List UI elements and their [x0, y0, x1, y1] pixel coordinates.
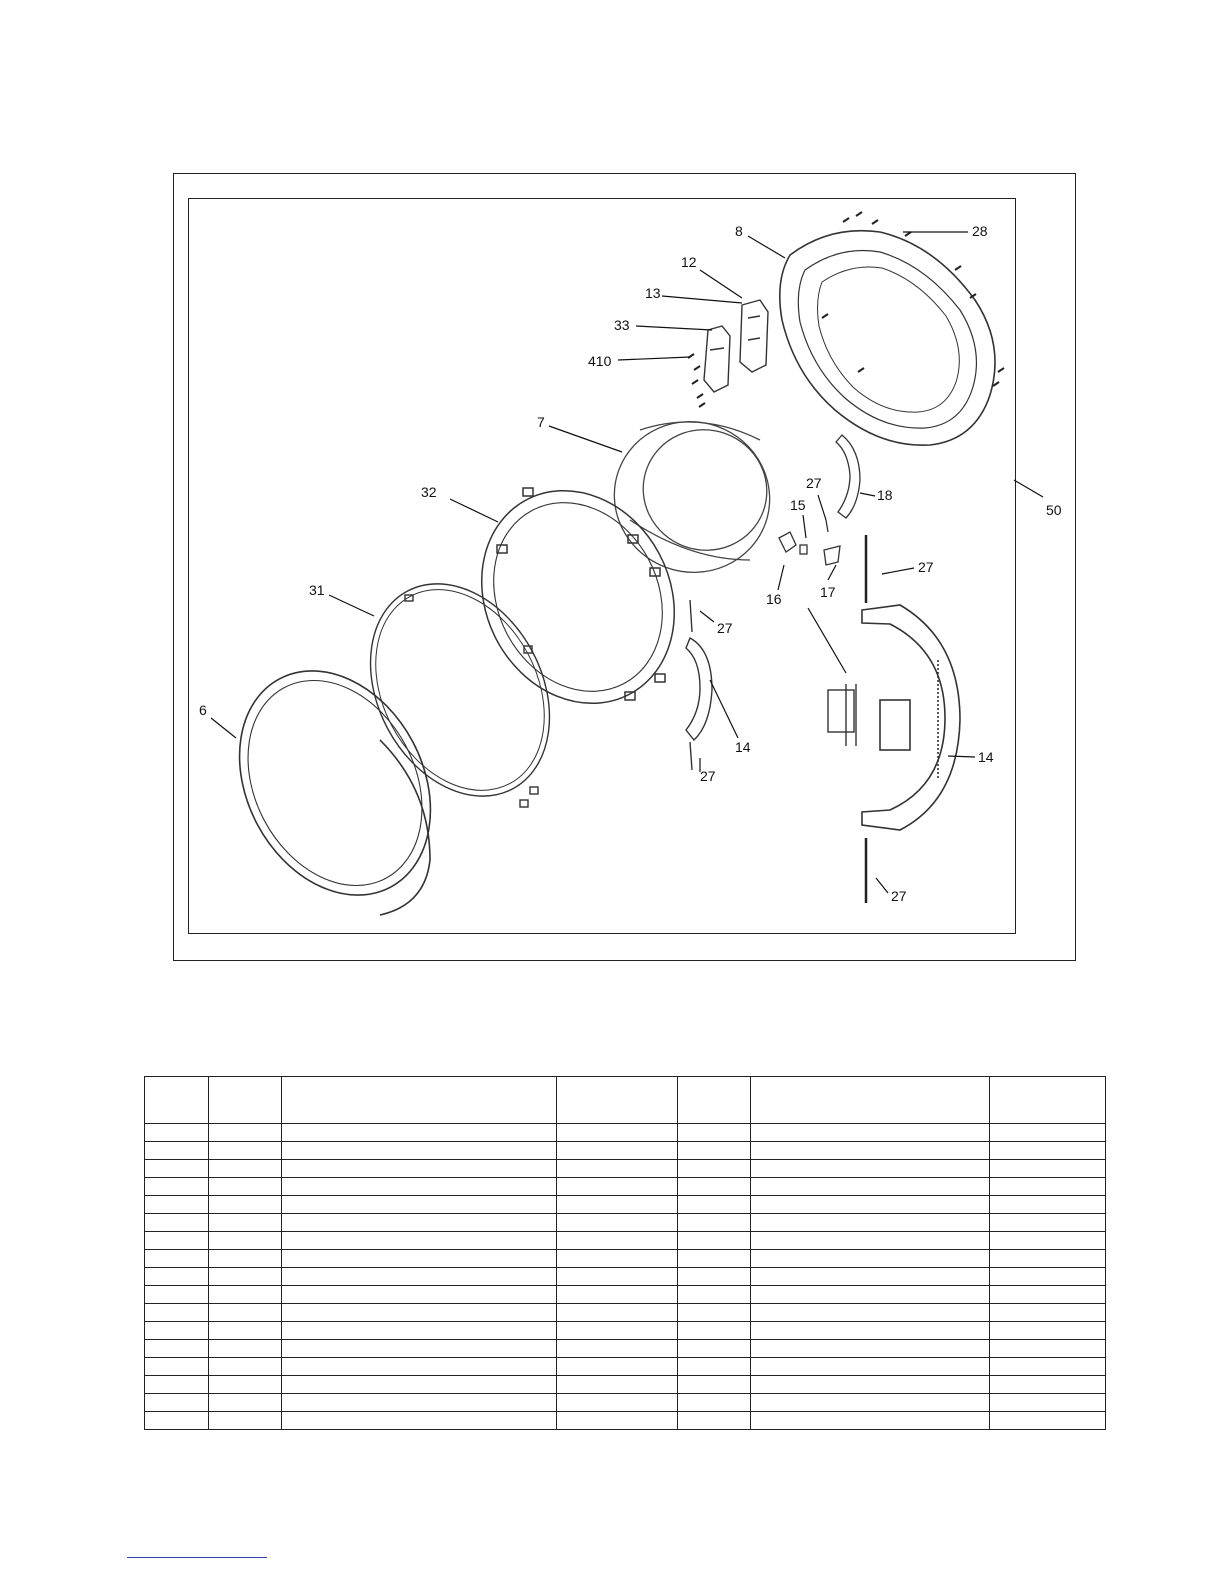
table-cell: [990, 1124, 1106, 1142]
table-header-cell: [145, 1077, 209, 1124]
table-cell: [145, 1196, 209, 1214]
table-cell: [557, 1376, 678, 1394]
table-header-row: [145, 1077, 1106, 1124]
table-cell: [678, 1196, 751, 1214]
table-cell: [282, 1322, 557, 1340]
table-cell: [282, 1304, 557, 1322]
table-cell: [990, 1376, 1106, 1394]
table-cell: [209, 1160, 282, 1178]
part-33-hinge-bracket: [704, 326, 730, 392]
table-cell: [209, 1286, 282, 1304]
table-cell: [145, 1214, 209, 1232]
table-cell: [145, 1358, 209, 1376]
table-row: [145, 1268, 1106, 1286]
callout-8: 8: [735, 223, 743, 239]
table-cell: [678, 1358, 751, 1376]
callout-31: 31: [309, 582, 325, 598]
table-cell: [678, 1376, 751, 1394]
part-14-handle-right: [862, 605, 960, 830]
table-cell: [557, 1232, 678, 1250]
table-cell: [751, 1376, 990, 1394]
table-cell: [282, 1232, 557, 1250]
table-cell: [282, 1268, 557, 1286]
table-cell: [145, 1286, 209, 1304]
table-cell: [557, 1322, 678, 1340]
table-cell: [282, 1142, 557, 1160]
callout-27-right: 27: [918, 559, 934, 575]
table-cell: [557, 1358, 678, 1376]
table-cell: [557, 1214, 678, 1232]
part-15-16-17-small: [779, 520, 840, 565]
callout-16: 16: [766, 591, 782, 607]
table-cell: [282, 1358, 557, 1376]
callout-15: 15: [790, 497, 806, 513]
table-cell: [209, 1268, 282, 1286]
callout-17: 17: [820, 584, 836, 600]
table-cell: [209, 1322, 282, 1340]
table-cell: [990, 1214, 1106, 1232]
table-cell: [282, 1412, 557, 1430]
table-cell: [282, 1124, 557, 1142]
callout-7: 7: [537, 414, 545, 430]
table-cell: [209, 1304, 282, 1322]
table-cell: [557, 1160, 678, 1178]
table-cell: [557, 1394, 678, 1412]
table-cell: [990, 1322, 1106, 1340]
table-cell: [282, 1340, 557, 1358]
table-cell: [751, 1286, 990, 1304]
table-row: [145, 1394, 1106, 1412]
table-cell: [209, 1358, 282, 1376]
table-cell: [990, 1358, 1106, 1376]
table-cell: [145, 1340, 209, 1358]
table-cell: [751, 1358, 990, 1376]
table-cell: [751, 1322, 990, 1340]
part-12-13-hinge: [740, 300, 768, 372]
table-cell: [209, 1142, 282, 1160]
table-cell: [557, 1286, 678, 1304]
table-header-cell: [282, 1077, 557, 1124]
table-cell: [990, 1412, 1106, 1430]
table-cell: [678, 1250, 751, 1268]
part-31-ring: [335, 553, 585, 828]
table-cell: [557, 1412, 678, 1430]
table-row: [145, 1340, 1106, 1358]
table-cell: [990, 1160, 1106, 1178]
table-cell: [678, 1214, 751, 1232]
table-cell: [209, 1412, 282, 1430]
table-cell: [209, 1124, 282, 1142]
table-cell: [751, 1178, 990, 1196]
table-cell: [990, 1142, 1106, 1160]
table-cell: [751, 1214, 990, 1232]
part-6-outer-ring: [202, 637, 468, 928]
table-cell: [145, 1268, 209, 1286]
callout-410: 410: [588, 353, 612, 369]
table-row: [145, 1142, 1106, 1160]
callout-12: 12: [681, 254, 697, 270]
table-cell: [990, 1340, 1106, 1358]
table-cell: [282, 1250, 557, 1268]
table-cell: [557, 1178, 678, 1196]
latch-assembly: [828, 684, 856, 746]
table-cell: [678, 1394, 751, 1412]
table-row: [145, 1358, 1106, 1376]
table-row: [145, 1286, 1106, 1304]
table-cell: [990, 1394, 1106, 1412]
table-row: [145, 1160, 1106, 1178]
table-row: [145, 1322, 1106, 1340]
table-cell: [751, 1250, 990, 1268]
part-32-inner-ring: [445, 457, 711, 738]
table-cell: [209, 1394, 282, 1412]
table-cell: [990, 1268, 1106, 1286]
callout-32: 32: [421, 484, 437, 500]
table-cell: [282, 1376, 557, 1394]
table-cell: [209, 1250, 282, 1268]
table-cell: [751, 1142, 990, 1160]
table-cell: [145, 1160, 209, 1178]
table-row: [145, 1232, 1106, 1250]
table-row: [145, 1376, 1106, 1394]
table-cell: [678, 1322, 751, 1340]
table-cell: [990, 1196, 1106, 1214]
table-header-cell: [209, 1077, 282, 1124]
table-cell: [209, 1214, 282, 1232]
table-cell: [145, 1178, 209, 1196]
table-cell: [145, 1376, 209, 1394]
table-cell: [282, 1178, 557, 1196]
table-cell: [678, 1286, 751, 1304]
table-cell: [990, 1232, 1106, 1250]
part-7-door-glass: [593, 400, 791, 594]
table-row: [145, 1412, 1106, 1430]
table-cell: [990, 1178, 1106, 1196]
table-cell: [751, 1304, 990, 1322]
table-cell: [990, 1250, 1106, 1268]
table-cell: [557, 1268, 678, 1286]
callout-28: 28: [972, 223, 988, 239]
table-cell: [209, 1196, 282, 1214]
callout-27-lower: 27: [700, 768, 716, 784]
table-cell: [678, 1412, 751, 1430]
table-cell: [209, 1178, 282, 1196]
table-cell: [557, 1340, 678, 1358]
table-cell: [145, 1124, 209, 1142]
callout-18: 18: [877, 487, 893, 503]
table-cell: [209, 1340, 282, 1358]
table-cell: [990, 1286, 1106, 1304]
table-cell: [751, 1340, 990, 1358]
table-cell: [557, 1124, 678, 1142]
callout-14-right: 14: [978, 749, 994, 765]
table-cell: [145, 1250, 209, 1268]
callout-33: 33: [614, 317, 630, 333]
table-row: [145, 1196, 1106, 1214]
table-cell: [282, 1160, 557, 1178]
footer-rule: [127, 1557, 267, 1558]
table-cell: [678, 1160, 751, 1178]
table-cell: [282, 1196, 557, 1214]
table-cell: [557, 1196, 678, 1214]
table-row: [145, 1304, 1106, 1322]
table-cell: [282, 1214, 557, 1232]
table-cell: [678, 1124, 751, 1142]
table-cell: [282, 1394, 557, 1412]
callout-27-bottom: 27: [891, 888, 907, 904]
part-14-handle-left: [686, 600, 712, 770]
part-410-screws: [688, 354, 705, 407]
table-cell: [990, 1304, 1106, 1322]
table-header-cell: [751, 1077, 990, 1124]
callout-14-left: 14: [735, 739, 751, 755]
table-cell: [145, 1394, 209, 1412]
table-cell: [751, 1412, 990, 1430]
table-row: [145, 1250, 1106, 1268]
table-cell: [751, 1394, 990, 1412]
table-cell: [557, 1250, 678, 1268]
table-cell: [678, 1142, 751, 1160]
table-cell: [557, 1142, 678, 1160]
table-cell: [751, 1160, 990, 1178]
part-18-latch-plate: [836, 435, 860, 518]
table-row: [145, 1124, 1106, 1142]
table-cell: [209, 1232, 282, 1250]
table-row: [145, 1214, 1106, 1232]
table-cell: [145, 1322, 209, 1340]
callout-13: 13: [645, 285, 661, 301]
table-cell: [678, 1268, 751, 1286]
table-cell: [209, 1376, 282, 1394]
table-cell: [145, 1232, 209, 1250]
table-cell: [557, 1304, 678, 1322]
table-cell: [751, 1124, 990, 1142]
table-header-cell: [990, 1077, 1106, 1124]
callout-27-top: 27: [806, 475, 822, 491]
table-header-cell: [557, 1077, 678, 1124]
parts-table: [144, 1076, 1106, 1430]
callout-27-mid: 27: [717, 620, 733, 636]
table-cell: [145, 1412, 209, 1430]
table-cell: [678, 1178, 751, 1196]
table-header-cell: [678, 1077, 751, 1124]
table-cell: [282, 1286, 557, 1304]
callout-6: 6: [199, 702, 207, 718]
table-row: [145, 1178, 1106, 1196]
part-8-door-frame: [780, 231, 995, 446]
table-cell: [145, 1142, 209, 1160]
table-cell: [678, 1304, 751, 1322]
table-cell: [145, 1304, 209, 1322]
table-cell: [751, 1232, 990, 1250]
table-cell: [751, 1196, 990, 1214]
parts-table-body: [145, 1124, 1106, 1430]
table-cell: [751, 1268, 990, 1286]
table-cell: [678, 1340, 751, 1358]
callout-50: 50: [1046, 502, 1062, 518]
table-cell: [678, 1232, 751, 1250]
